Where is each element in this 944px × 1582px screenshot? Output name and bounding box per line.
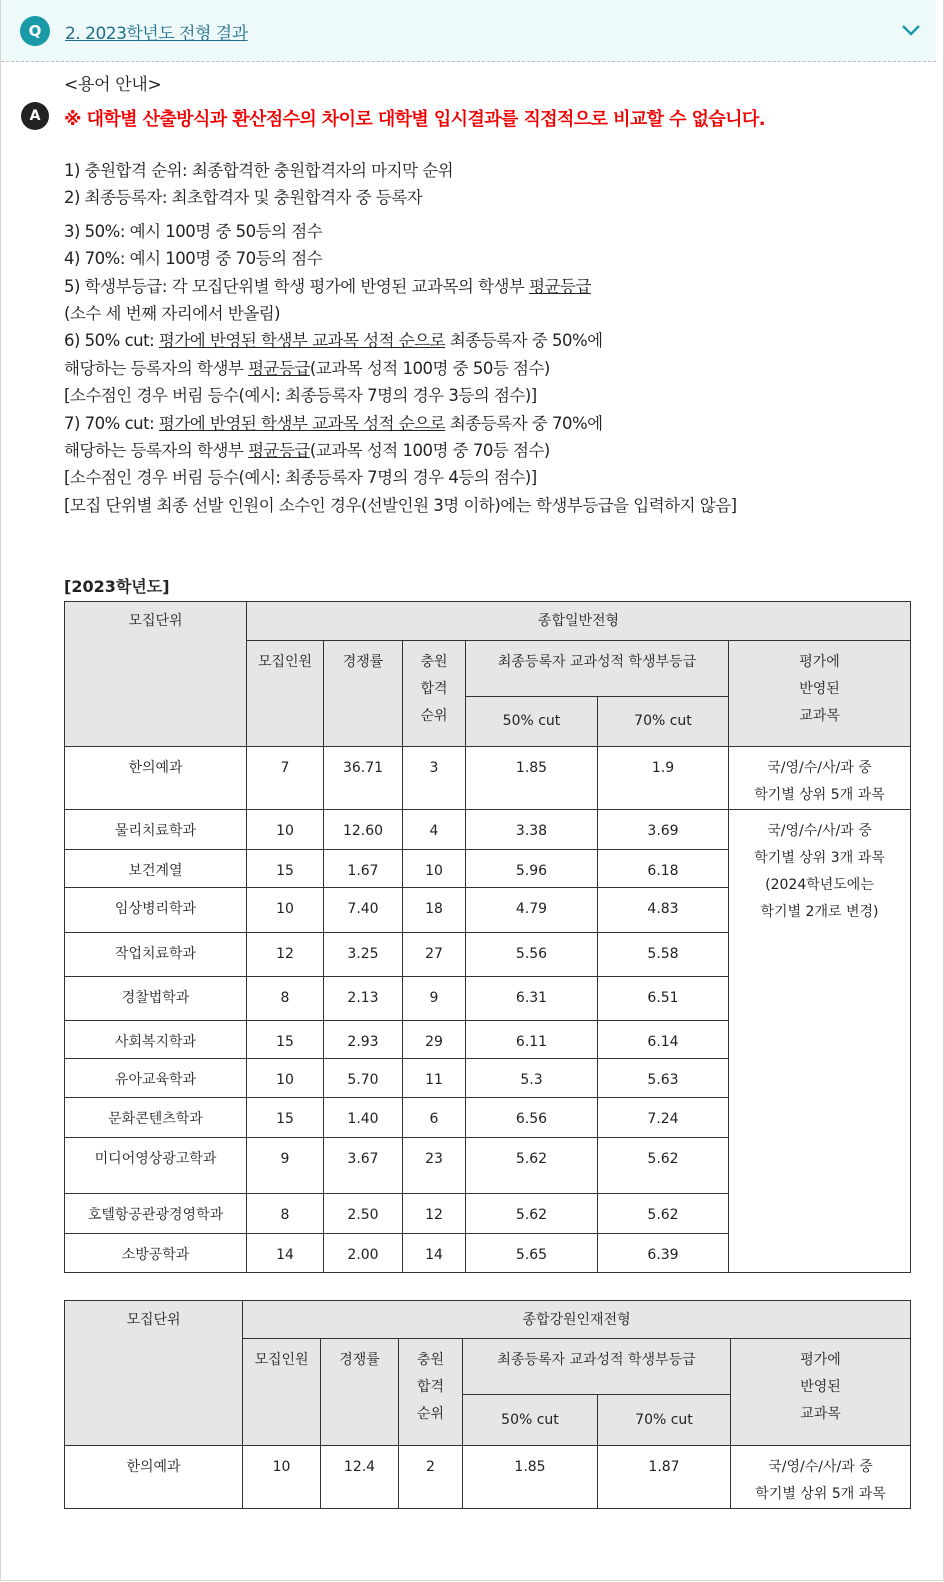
cut50-grade: 3.38	[466, 810, 598, 850]
line-text: 2) 최종등록자: 최초합격자 및 충원합격자 중 등록자	[64, 188, 423, 208]
faq-question-header[interactable]	[1, 0, 936, 62]
waitlist-rank: 3	[403, 747, 466, 810]
waitlist-rank: 4	[403, 810, 466, 850]
header-unit: 모집단위	[65, 602, 247, 747]
cut50-grade: 5.65	[466, 1234, 598, 1273]
table-row	[65, 1446, 911, 1509]
unit-name: 호텔항공관광경영학과	[65, 1194, 247, 1234]
quota: 7	[247, 747, 324, 810]
quota: 10	[247, 888, 324, 933]
competition-ratio: 2.50	[324, 1194, 403, 1234]
question-badge: Q	[20, 16, 50, 46]
line-text: 4) 70%: 예시 100명 중 70등의 점수	[64, 249, 323, 269]
unit-name: 유아교육학과	[65, 1059, 247, 1098]
cut70-grade: 6.14	[598, 1021, 729, 1059]
cut70-grade: 5.62	[598, 1138, 729, 1194]
table-row	[65, 810, 911, 850]
competition-ratio: 2.00	[324, 1234, 403, 1273]
quota: 10	[247, 810, 324, 850]
competition-ratio: 7.40	[324, 888, 403, 933]
header-cut50: 50% cut	[466, 697, 598, 747]
warning-text: ※ 대학별 산출방식과 환산점수의 차이로 대학별 입시결과를 직접적으로 비교할 수 없습니다.	[64, 109, 765, 130]
unit-name: 물리치료학과	[65, 810, 247, 850]
line-text: 1) 충원합격 순위: 최종합격한 충원합격자의 마지막 순위	[64, 161, 454, 180]
line-text: 해당하는 등록자의 학생부	[64, 358, 249, 378]
cut70-grade: 3.69	[598, 810, 729, 850]
cut50-grade: 5.96	[466, 850, 598, 888]
header-cut50: 50% cut	[463, 1395, 598, 1446]
waitlist-rank: 11	[403, 1059, 466, 1098]
quota: 15	[247, 1098, 324, 1138]
header-grade: 최종등록자 교과성적 학생부등급	[463, 1339, 731, 1395]
unit-name: 사회복지학과	[65, 1021, 247, 1059]
underlined-text: 평가에 반영된 학생부 교과목 성적 순으로	[158, 413, 446, 433]
competition-ratio: 3.25	[324, 933, 403, 977]
quota: 14	[247, 1234, 324, 1273]
unit-name: 문화콘텐츠학과	[65, 1098, 247, 1138]
chevron-down-icon[interactable]	[900, 19, 922, 41]
competition-ratio: 36.71	[324, 747, 403, 810]
waitlist-rank: 12	[403, 1194, 466, 1234]
line-text: (교과목 성적 100명 중 50등 점수)	[309, 358, 550, 378]
year-label: [2023학년도]	[64, 577, 170, 596]
cut50-grade: 6.11	[466, 1021, 598, 1059]
guide-title: <용어 안내>	[64, 75, 162, 95]
term-definitions	[64, 157, 737, 519]
definition-line	[64, 273, 737, 300]
cut50-grade: 6.56	[466, 1098, 598, 1138]
quota: 10	[243, 1446, 321, 1509]
cut70-grade: 5.62	[598, 1194, 729, 1234]
cut50-grade: 6.31	[466, 977, 598, 1021]
quota: 8	[247, 1194, 324, 1234]
subjects-cell: 국/영/수/사/과 중 학기별 상위 5개 과목	[729, 747, 911, 810]
definition-line	[64, 157, 737, 184]
line-text: 최종등록자 중 50%에	[445, 331, 603, 351]
line-text: 5) 학생부등급: 각 모집단위별 학생 평가에 반영된 교과목의 학생부	[64, 276, 530, 296]
definition-line	[64, 355, 737, 382]
waitlist-rank: 14	[403, 1234, 466, 1273]
definition-line	[64, 245, 737, 272]
header-unit: 모집단위	[65, 1301, 243, 1446]
unit-name: 한의예과	[65, 1446, 243, 1509]
cut70-grade: 6.51	[598, 977, 729, 1021]
waitlist-rank: 29	[403, 1021, 466, 1059]
underlined-text: 평균등급	[248, 441, 310, 461]
competition-ratio: 12.60	[324, 810, 403, 850]
line-text: [모집 단위별 최종 선발 인원이 소수인 경우(선발인원 3명 이하)에는 학생부등급을 입력하지 않음]	[64, 495, 737, 515]
quota: 10	[247, 1059, 324, 1098]
header-subjects: 평가에 반영된 교과목	[729, 641, 911, 747]
competition-ratio: 5.70	[324, 1059, 403, 1098]
definition-line	[64, 327, 737, 354]
header-ratio: 경쟁률	[321, 1339, 399, 1446]
definition-line	[64, 492, 737, 519]
cut70-grade: 1.87	[598, 1446, 731, 1509]
header-quota: 모집인원	[247, 641, 324, 747]
definition-line	[64, 382, 737, 409]
unit-name: 소방공학과	[65, 1234, 247, 1273]
quota: 15	[247, 850, 324, 888]
definition-line	[64, 300, 737, 327]
waitlist-rank: 6	[403, 1098, 466, 1138]
quota: 12	[247, 933, 324, 977]
header-rank: 충원 합격 순위	[399, 1339, 463, 1446]
line-text: (교과목 성적 100명 중 70등 점수)	[309, 441, 550, 461]
header-rank: 충원 합격 순위	[403, 641, 466, 747]
unit-name: 임상병리학과	[65, 888, 247, 933]
results-table-gangwon	[64, 1300, 911, 1509]
header-quota: 모집인원	[243, 1339, 321, 1446]
waitlist-rank: 9	[403, 977, 466, 1021]
definition-line	[64, 218, 737, 245]
quota: 9	[247, 1138, 324, 1194]
unit-name: 미디어영상광고학과	[65, 1138, 247, 1194]
line-text: 7) 70% cut:	[64, 413, 159, 433]
competition-ratio: 1.67	[324, 850, 403, 888]
cut50-grade: 1.85	[463, 1446, 598, 1509]
line-text: (소수 세 번째 자리에서 반올림)	[64, 304, 281, 324]
quota: 15	[247, 1021, 324, 1059]
subjects-cell: 국/영/수/사/과 중 학기별 상위 3개 과목 (2024학년도에는 학기별 2개로 변경)	[729, 810, 911, 1273]
competition-ratio: 2.13	[324, 977, 403, 1021]
answer-badge: A	[21, 102, 49, 130]
header-grade: 최종등록자 교과성적 학생부등급	[466, 641, 729, 697]
cut70-grade: 5.58	[598, 933, 729, 977]
waitlist-rank: 10	[403, 850, 466, 888]
subjects-cell: 국/영/수/사/과 중 학기별 상위 5개 과목	[731, 1446, 911, 1509]
cut70-grade: 6.18	[598, 850, 729, 888]
header-subjects: 평가에 반영된 교과목	[731, 1339, 911, 1446]
line-text: 6) 50% cut:	[64, 331, 159, 351]
waitlist-rank: 18	[403, 888, 466, 933]
underlined-text: 평가에 반영된 학생부 교과목 성적 순으로	[158, 331, 446, 351]
definition-line	[64, 437, 737, 464]
header-ratio: 경쟁률	[324, 641, 403, 747]
quota: 8	[247, 977, 324, 1021]
unit-name: 보건계열	[65, 850, 247, 888]
waitlist-rank: 23	[403, 1138, 466, 1194]
header-cut70: 70% cut	[598, 697, 729, 747]
waitlist-rank: 27	[403, 933, 466, 977]
cut50-grade: 5.62	[466, 1138, 598, 1194]
cut70-grade: 1.9	[598, 747, 729, 810]
underlined-text: 평균등급	[529, 276, 591, 296]
header-admission-type: 종합강원인재전형	[243, 1301, 911, 1339]
competition-ratio: 1.40	[324, 1098, 403, 1138]
line-text: 3) 50%: 예시 100명 중 50등의 점수	[64, 221, 323, 241]
competition-ratio: 3.67	[324, 1138, 403, 1194]
cut50-grade: 5.56	[466, 933, 598, 977]
waitlist-rank: 2	[399, 1446, 463, 1509]
header-cut70: 70% cut	[598, 1395, 731, 1446]
table-row	[65, 747, 911, 810]
cut50-grade: 5.3	[466, 1059, 598, 1098]
cut50-grade: 4.79	[466, 888, 598, 933]
definition-line	[64, 184, 737, 211]
competition-ratio: 2.93	[324, 1021, 403, 1059]
cut50-grade: 5.62	[466, 1194, 598, 1234]
results-table-general	[64, 601, 911, 1273]
competition-ratio: 12.4	[321, 1446, 399, 1509]
line-text: 최종등록자 중 70%에	[445, 413, 603, 433]
underlined-text: 평균등급	[248, 358, 310, 378]
line-text: 해당하는 등록자의 학생부	[64, 441, 249, 461]
line-text: [소수점인 경우 버림 등수(예시: 최종등록자 7명의 경우 4등의 점수)]	[64, 468, 537, 488]
cut70-grade: 4.83	[598, 888, 729, 933]
line-text: [소수점인 경우 버림 등수(예시: 최종등록자 7명의 경우 3등의 점수)]	[64, 386, 537, 406]
question-title[interactable]: 2. 2023학년도 전형 결과	[65, 24, 248, 44]
unit-name: 한의예과	[65, 747, 247, 810]
cut70-grade: 7.24	[598, 1098, 729, 1138]
cut70-grade: 5.63	[598, 1059, 729, 1098]
cut50-grade: 1.85	[466, 747, 598, 810]
unit-name: 경찰법학과	[65, 977, 247, 1021]
definition-line	[64, 464, 737, 491]
definition-line	[64, 410, 737, 437]
cut70-grade: 6.39	[598, 1234, 729, 1273]
unit-name: 작업치료학과	[65, 933, 247, 977]
header-admission-type: 종합일반전형	[247, 602, 911, 641]
